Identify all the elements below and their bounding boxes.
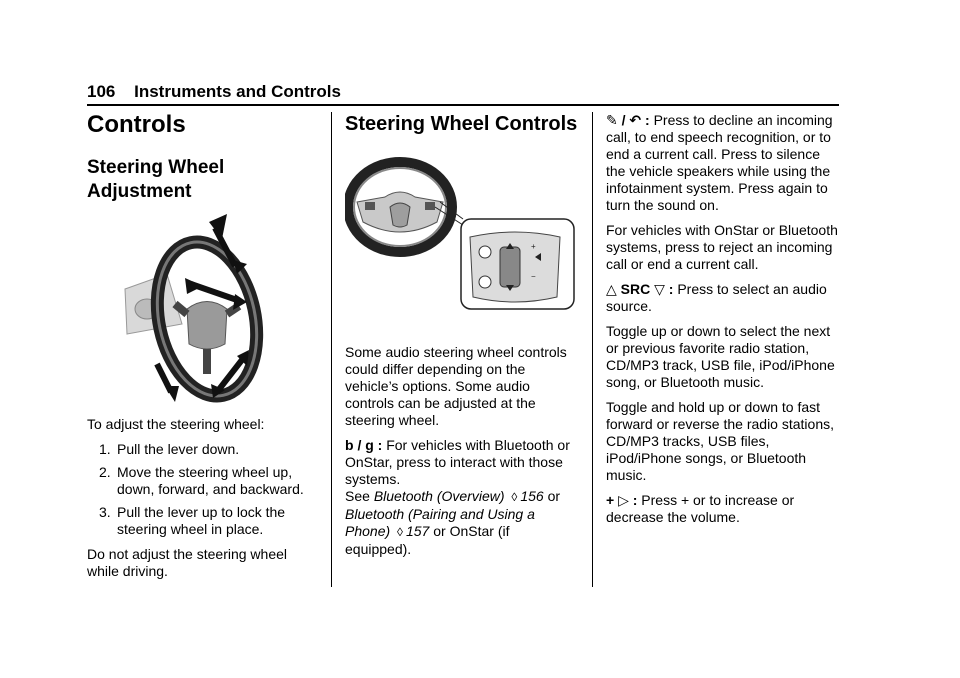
warning-text: Do not adjust the steering wheel while driving. [87,545,288,579]
section-title: Instruments and Controls [134,82,341,101]
list-item: 3. Pull the lever up to lock the steering wheel in place. [99,503,286,537]
column-right [606,112,842,534]
list-item: 1. Pull the lever down. [99,440,240,457]
link-bluetooth-pairing[interactable]: Bluetooth (Pairing and Using a Phone) [345,506,535,539]
decline-paragraph: ✎ / ↶ : Press to decline an incoming call, to end speech recognition, or to end a current call. Press to silence the vehicle speakers while using the infotainment system. Press again to turn the sound on. [606,112,833,213]
bluetooth-call-icon: b / g : [345,437,383,453]
bluetooth-paragraph: b / g : For vehicles with Bluetooth or OnStar, press to interact with those systems. See Bluetooth (Overview) ◊ 156 or Bluetooth (Pairing and Using a Phone) ◊ 157 or OnStar (if equipped). [345,437,570,557]
toggle-paragraph: Toggle up or down to select the next or previous favorite radio station, CD/MP3 track, USB file, iPod/iPhone song, or Bluetooth music. [606,323,835,390]
src-paragraph: △ SRC ▽ : Press to select an audio source. [606,281,827,314]
page-ref-156[interactable]: 156 [520,488,544,504]
column-left [87,112,315,588]
page-title: Controls [87,111,186,138]
steering-wheel-adjustment-illustration [87,214,315,404]
src-toggle-icon: △ SRC ▽ : [606,281,674,297]
column-divider [331,112,332,587]
volume-paragraph: + ▷ : Press + or to increase or decrease the volume. [606,492,795,525]
page-number: 106 [87,82,116,101]
end-call-mute-icon: ✎ / ↶ : [606,112,650,128]
onstar-paragraph: For vehicles with OnStar or Bluetooth systems, press to reject an incoming call or end a current call. [606,222,838,272]
intro-text: To adjust the steering wheel: [87,415,265,432]
intro-paragraph: Some audio steering wheel controls could differ depending on the vehicle’s options. Some audio controls can be adjusted at the steering wheel. [345,344,567,428]
volume-icon: + ▷ : [606,492,638,508]
column-divider [592,112,593,587]
page-header [87,82,341,102]
list-item: 2. Move the steering wheel up, down, forward, and backward. [99,463,304,497]
section-heading: Steering Wheel Controls [345,113,578,135]
column-middle [345,112,578,566]
header-rule [87,104,839,106]
steering-wheel-controls-illustration [345,147,578,332]
toggle-hold-paragraph: Toggle and hold up or down to fast forward or reverse the radio stations, CD/MP3 tracks, USB files, iPod/iPhone songs, or Bluetooth music. [606,399,834,483]
page-reference-icon: ◊ [511,490,518,504]
page-ref-157[interactable]: 157 [405,523,430,539]
page-reference-icon: ◊ [397,525,403,539]
svg-text:+: + [531,242,536,251]
steps-list [87,441,315,538]
subsection-title: Steering Wheel Adjustment [87,157,225,203]
svg-text:−: − [531,272,536,281]
link-bluetooth-overview[interactable]: Bluetooth (Overview) [373,488,505,504]
